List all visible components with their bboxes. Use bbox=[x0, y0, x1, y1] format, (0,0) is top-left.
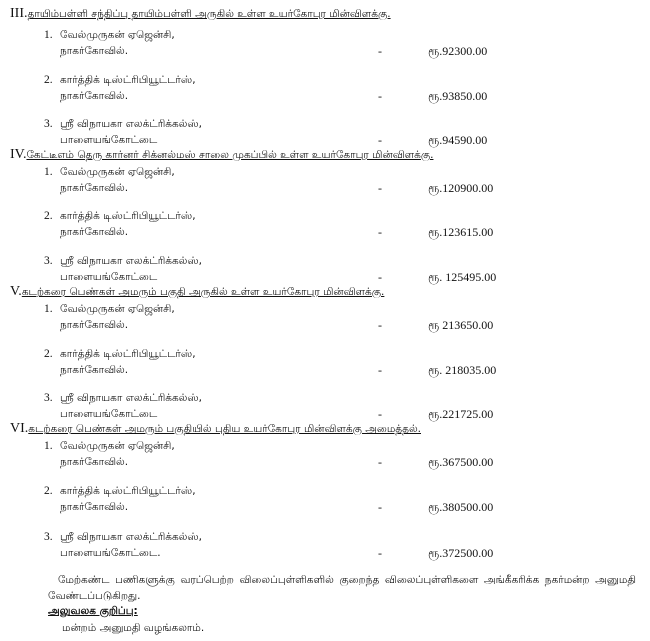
dash: - bbox=[378, 455, 382, 469]
dash: - bbox=[378, 181, 382, 195]
vendor-city: பாளையங்கோட்டை bbox=[60, 134, 158, 146]
dash: - bbox=[378, 407, 382, 421]
item-number: 1. bbox=[44, 303, 53, 315]
vendor-name: வேல்முருகன் ஏஜென்சி, bbox=[60, 29, 175, 41]
price: ரூ.123615.00 bbox=[428, 225, 494, 239]
vendor-name: வேல்முருகன் ஏஜென்சி, bbox=[60, 440, 175, 452]
item-number: 2. bbox=[44, 210, 53, 222]
price: ரூ.94590.00 bbox=[428, 133, 488, 147]
item-number: 3. bbox=[44, 531, 53, 543]
vendor-name: கார்த்திக் டிஸ்ட்ரிபியூட்டர்ஸ், bbox=[60, 348, 196, 360]
price: ரூ 213650.00 bbox=[428, 318, 494, 332]
vendor-name: வேல்முருகன் ஏஜென்சி, bbox=[60, 166, 175, 178]
section-number: VI. bbox=[10, 421, 29, 436]
price: ரூ.221725.00 bbox=[428, 407, 494, 421]
price: ரூ.372500.00 bbox=[428, 546, 494, 560]
dash: - bbox=[378, 318, 382, 332]
vendor-city: நாகர்கோவில். bbox=[60, 456, 129, 468]
section-heading bbox=[10, 284, 384, 300]
item-number: 2. bbox=[44, 485, 53, 497]
vendor-city: நாகர்கோவில். bbox=[60, 90, 129, 102]
price: ரூ. 125495.00 bbox=[428, 270, 497, 284]
vendor-city: பாளையங்கோட்டை. bbox=[60, 547, 161, 559]
vendor-name: ஸ்ரீ விநாயகா எலக்ட்ரிக்கல்ஸ், bbox=[60, 392, 203, 404]
vendor-name: ஸ்ரீ விநாயகா எலக்ட்ரிக்கல்ஸ், bbox=[60, 531, 203, 543]
vendor-name: ஸ்ரீ விநாயகா எலக்ட்ரிக்கல்ஸ், bbox=[60, 255, 203, 267]
dash: - bbox=[378, 225, 382, 239]
vendor-city: நாகர்கோவில். bbox=[60, 501, 129, 513]
vendor-city: நாகர்கோவில். bbox=[60, 364, 129, 376]
section-heading bbox=[10, 147, 433, 163]
office-note-title: அலுவலக குறிப்பு: bbox=[48, 605, 138, 617]
vendor-name: கார்த்திக் டிஸ்ட்ரிபியூட்டர்ஸ், bbox=[60, 485, 196, 497]
vendor-city: நாகர்கோவில். bbox=[60, 226, 129, 238]
dash: - bbox=[378, 546, 382, 560]
vendor-name: கார்த்திக் டிஸ்ட்ரிபியூட்டர்ஸ், bbox=[60, 74, 196, 86]
item-number: 3. bbox=[44, 255, 53, 267]
section-title: கடற்கரை பெண்கள் அமரும் பகுதியில் புதிய உயர்கோபுர மின்விளக்கு அமைத்தல். bbox=[28, 423, 421, 435]
section-title: கடற்கரை பெண்கள் அமரும் பகுதி அருகில் உள்ள உயர்கோபுர மின்விளக்கு. bbox=[21, 286, 385, 298]
dash: - bbox=[378, 500, 382, 514]
vendor-name: வேல்முருகன் ஏஜென்சி, bbox=[60, 303, 175, 315]
section-number: III. bbox=[10, 6, 28, 21]
price: ரூ.120900.00 bbox=[428, 181, 494, 195]
section-title: தாயிம்பள்ளி சந்திப்பு தாயிம்பள்ளி அருகில் உள்ள உயர்கோபுர மின்விளக்கு. bbox=[27, 8, 391, 20]
section-heading bbox=[10, 6, 391, 22]
office-note-text: மன்றம் அனுமதி வழங்கலாம். bbox=[62, 622, 205, 634]
item-number: 3. bbox=[44, 392, 53, 404]
vendor-city: பாளையங்கோட்டை bbox=[60, 408, 158, 420]
price: ரூ.380500.00 bbox=[428, 500, 494, 514]
footer-paragraph: மேற்கண்ட பணிகளுக்கு வரப்பெற்ற விலைப்புள்ளிகளில் குறைந்த விலைப்புள்ளிகளை அங்கீகரிக்க நகர்மன்ற அனுமதி வேண்டப்படுகிறது. bbox=[48, 574, 636, 602]
section-heading bbox=[10, 421, 421, 437]
item-number: 1. bbox=[44, 29, 53, 41]
dash: - bbox=[378, 44, 382, 58]
item-number: 1. bbox=[44, 440, 53, 452]
vendor-city: நாகர்கோவில். bbox=[60, 182, 129, 194]
price: ரூ.93850.00 bbox=[428, 89, 488, 103]
section-title: கேட்டீஎம் தெரு கார்னர் சிக்னல்மஸ் சாலை முகப்பில் உள்ள உயர்கோபுர மின்விளக்கு. bbox=[26, 149, 434, 161]
section-number: IV. bbox=[10, 147, 27, 162]
vendor-city: பாளையங்கோட்டை bbox=[60, 271, 158, 283]
vendor-city: நாகர்கோவில். bbox=[60, 45, 129, 57]
item-number: 3. bbox=[44, 118, 53, 130]
price: ரூ.367500.00 bbox=[428, 455, 494, 469]
dash: - bbox=[378, 363, 382, 377]
dash: - bbox=[378, 89, 382, 103]
dash: - bbox=[378, 133, 382, 147]
item-number: 2. bbox=[44, 348, 53, 360]
item-number: 1. bbox=[44, 166, 53, 178]
section-number: V. bbox=[10, 284, 22, 299]
vendor-city: நாகர்கோவில். bbox=[60, 319, 129, 331]
price: ரூ.92300.00 bbox=[428, 44, 488, 58]
price: ரூ. 218035.00 bbox=[428, 363, 497, 377]
dash: - bbox=[378, 270, 382, 284]
vendor-name: கார்த்திக் டிஸ்ட்ரிபியூட்டர்ஸ், bbox=[60, 210, 196, 222]
vendor-name: ஸ்ரீ விநாயகா எலக்ட்ரிக்கல்ஸ், bbox=[60, 118, 203, 130]
item-number: 2. bbox=[44, 74, 53, 86]
